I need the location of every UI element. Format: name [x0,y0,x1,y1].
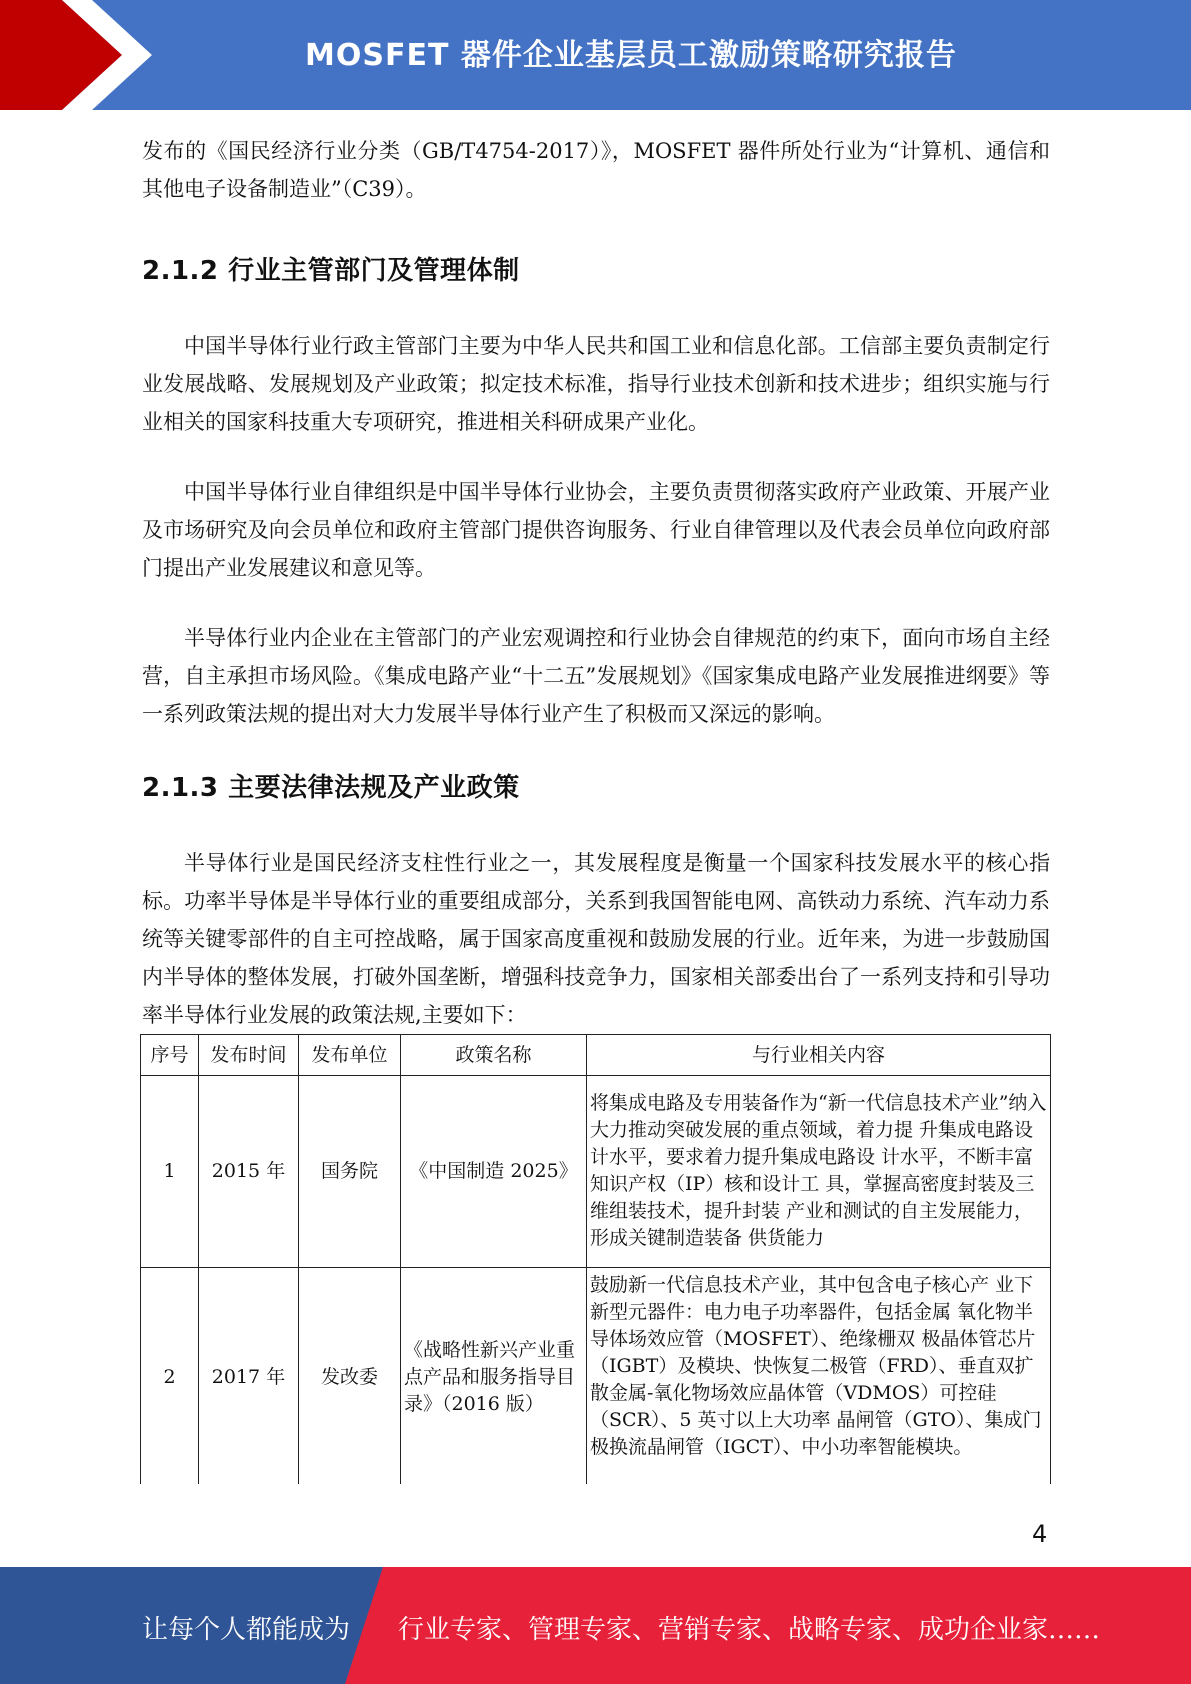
table-cell-no: 1 [141,1076,199,1268]
table-row [141,1076,1051,1268]
table-row [141,1268,1051,1488]
footer-slogan-right: 行业专家、管理专家、营销专家、战略专家、成功企业家…… [398,1615,1101,1645]
table-header-cell: 与行业相关内容 [587,1035,1051,1076]
table-cell-policy: 《战略性新兴产业重点产品和服务指导目录》（2016 版） [401,1268,587,1488]
section-212-paragraph-2: 中国半导体行业自律组织是中国半导体行业协会，主要负责贯彻落实政府产业政策、开展产业及市场研究及向会员单位和政府主管部门提供咨询服务、行业自律管理以及代表会员单位向政府部门提出产业发展建议和意见等。 [142,480,1050,580]
section-heading-2-1-2: 2.1.2 行业主管部门及管理体制 [142,256,520,286]
section-212-paragraph-3: 半导体行业内企业在主管部门的产业宏观调控和行业协会自律规范的约束下，面向市场自主经营，自主承担市场风险。《集成电路产业“十二五”发展规划》《国家集成电路产业发展推进纲要》等一系列政策法规的提出对大力发展半导体行业产生了积极而又深远的影响。 [142,626,1050,726]
page-footer [0,1567,1191,1684]
table-cell-content: 将集成电路及专用装备作为“新一代信息技术产业”纳入大力推动突破发展的重点领域，着力提 升集成电路设计水平，要求着力提升集成电路设 计水平，不断丰富知识产权（IP）核和设计工 具，掌握高密度封装及三维组装技术，提升封装 产业和测试的自主发展能力，形成关键制造装备 供货能力 [587,1076,1051,1268]
table-cell-content: 鼓励新一代信息技术产业，其中包含电子核心产 业下新型元器件：电力电子功率器件，包括金属 氧化物半导体场效应管（MOSFET）、绝缘栅双 极晶体管芯片（IGBT）及模块、快恢复二极管（FRD）、垂直双扩散金属-氧化物场效应晶体管（VDMOS）可控硅（SCR）、5 英寸以上大功率 晶闸管（GTO）、集成门极换流晶闸管（IGCT）、中小功率智能模块。 [587,1268,1051,1488]
header-title: MOSFET 器件企业基层员工激励策略研究报告 [305,38,957,73]
table-header-cell: 发布单位 [299,1035,401,1076]
table-cell-date: 2017 年 [199,1268,299,1488]
table-header-row [141,1035,1051,1076]
table-header-cell: 序号 [141,1035,199,1076]
table-header-cell: 政策名称 [401,1035,587,1076]
section-heading-2-1-3: 2.1.3 主要法律法规及产业政策 [142,773,520,803]
table-cell-date: 2015 年 [199,1076,299,1268]
page-number: 4 [1032,1520,1048,1548]
page-header [0,0,1191,110]
table-cell-policy: 《中国制造 2025》 [401,1076,587,1268]
policy-table [140,1034,1051,1488]
footer-slogan-left: 让每个人都能成为 [142,1615,351,1645]
table-cell-no: 2 [141,1268,199,1488]
table-cell-issuer: 发改委 [299,1268,401,1488]
intro-paragraph: 发布的《国民经济行业分类（GB/T4754-2017）》，MOSFET 器件所处行业为“计算机、通信和其他电子设备制造业”（C39）。 [142,139,1050,201]
table-header-cell: 发布时间 [199,1035,299,1076]
section-212-paragraph-1: 中国半导体行业行政主管部门主要为中华人民共和国工业和信息化部。工信部主要负责制定行业发展战略、发展规划及产业政策；拟定技术标准，指导行业技术创新和技术进步；组织实施与行业相关的国家科技重大专项研究，推进相关科研成果产业化。 [142,334,1050,434]
page-content [142,132,1050,1034]
table-cell-issuer: 国务院 [299,1076,401,1268]
page-break-mask [130,1484,1070,1524]
section-213-paragraph: 半导体行业是国民经济支柱性行业之一，其发展程度是衡量一个国家科技发展水平的核心指标。功率半导体是半导体行业的重要组成部分，关系到我国智能电网、高铁动力系统、汽车动力系统等关键零部件的自主可控战略，属于国家高度重视和鼓励发展的行业。近年来，为进一步鼓励国内半导体的整体发展，打破外国垄断，增强科技竞争力，国家相关部委出台了一系列支持和引导功率半导体行业发展的政策法规,主要如下： [142,851,1050,1027]
